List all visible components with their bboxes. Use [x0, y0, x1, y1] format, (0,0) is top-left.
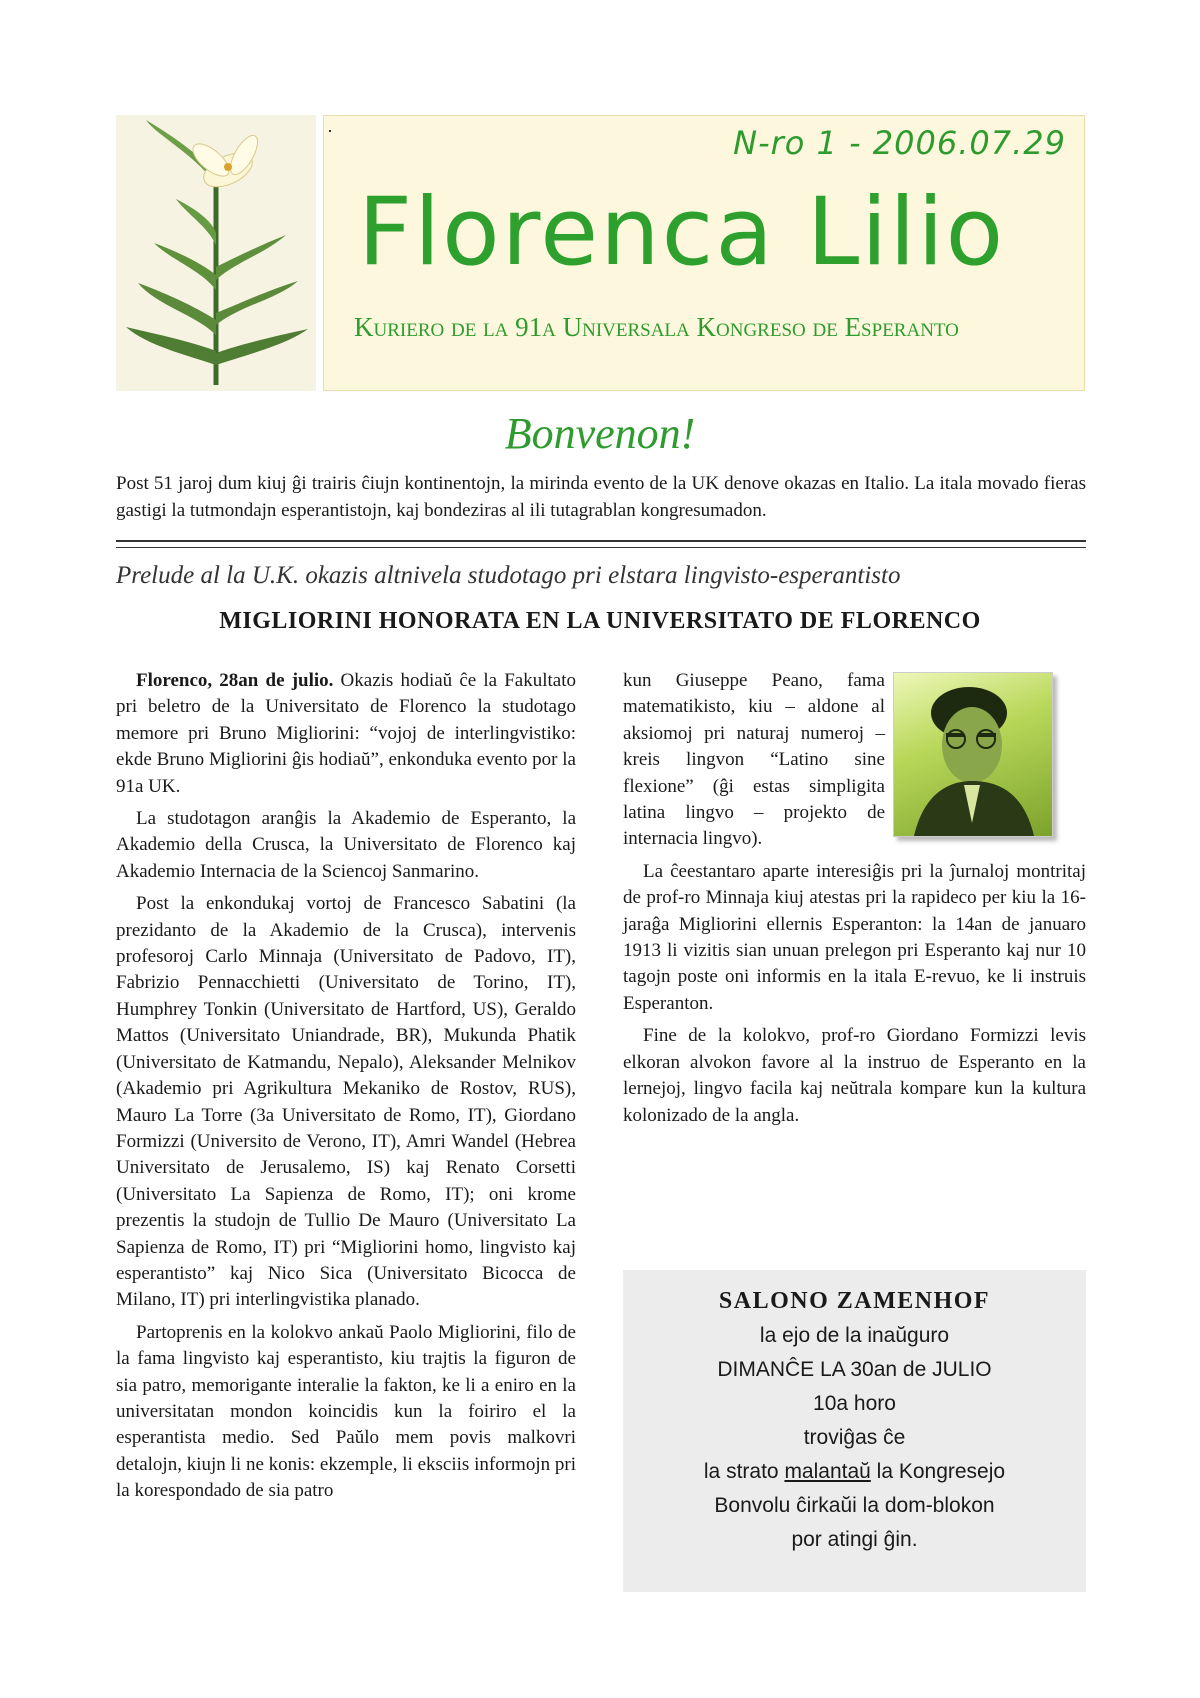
salon-underlined: malantaŭ	[784, 1460, 871, 1483]
newsletter-title: Florenca Lilio	[358, 178, 1006, 287]
paragraph: kun Giuseppe Peano, fama matematikisto, kiu – aldone al aksiomoj pri naturaj numeroj – kreis lingvon “Latino sine flexione” (ĝi estas simpligita latina lingvo – projekto de internacia lingvo).	[623, 670, 885, 850]
salon-line: la ejo de la inaŭguro	[759, 1324, 950, 1347]
masthead	[323, 115, 1085, 391]
salon-text: la strato	[703, 1460, 785, 1483]
migliorini-portrait	[893, 672, 1053, 837]
salon-line: DIMANĈE LA 30an de JULIO	[717, 1358, 992, 1381]
salon-line: Bonvolu ĉirkaŭi la dom-blokon	[714, 1494, 995, 1517]
salon-line: 10a horo	[813, 1392, 896, 1415]
paragraph-text: Okazis hodiaŭ ĉe la Fakultato pri beletro de la Universitato de Florenco la studotago memore pri Bruno Migliorini: “vojoj de interlingvistiko: ekde Bruno Migliorini ĝis hodiaŭ”, enkonduka evento por la 91a UK.	[116, 670, 576, 797]
salon-line: troviĝas ĉe	[803, 1426, 906, 1449]
salon-title: SALONO ZAMENHOF	[718, 1288, 991, 1314]
paragraph	[116, 668, 576, 800]
salon-notice	[623, 1270, 1086, 1592]
issue-number: N-ro 1 - 2006.07.29	[733, 124, 1066, 162]
decorative-dot	[329, 130, 331, 132]
newsletter-subtitle: Kuriero de la 91a Universala Kongreso de Esperanto	[354, 312, 959, 342]
lily-icon	[116, 115, 316, 391]
divider	[116, 547, 1086, 548]
paragraph: La ĉeestantaro aparte interesiĝis pri la ĵurnaloj montritaj de prof-ro Minnaja kiuj atestas pri la rapideco per kiu la 16-jaraĝa Migliorini ellernis Esperanton: la 14an de januaro 1913 li vizitis sian unuan prelegon pri Esperanto kaj nur 10 tagojn poste oni informis en la itala E-revuo, ke li instruis Esperanton.	[623, 860, 1086, 1014]
welcome-heading: Bonvenon!	[504, 409, 696, 458]
dateline: Florenco, 28an de julio.	[136, 670, 334, 691]
article-left-column	[116, 668, 576, 1511]
welcome-text: Post 51 jaroj dum kiuj ĝi trairis ĉiujn kontinentojn, la mirinda evento de la UK denove okazas en Italio. La itala movado fieras gastigi la tutmondajn esperantistojn, kaj bondeziras al ili tutagrablan kongresumadon.	[116, 473, 1086, 521]
portrait-icon	[894, 673, 1052, 836]
paragraph: Partoprenis en la kolokvo ankaŭ Paolo Migliorini, filo de la fama lingvisto kaj esperantisto, kiu trajtis la figuron de sia patro, memorigante interalie la fakton, ke li a eniro en la universitatan mondon koincidis kun la foiriro el la esperantista medio. Sed Paŭlo mem povis malkovri detalojn, kiujn li ne konis: ekzemple, li eksciis informojn pri la korespondado de sia patro	[116, 1321, 576, 1502]
article-prelude: Prelude al la U.K. okazis altnivela studotago pri elstara lingvisto-esperantisto	[116, 562, 901, 589]
salon-text: la Kongresejo	[870, 1460, 1006, 1483]
salon-line: por atingi ĝin.	[791, 1528, 918, 1551]
paragraph: Fine de la kolokvo, prof-ro Giordano Formizzi levis elkoran alvokon favore al la instruo de Esperanto en la lernejoj, lingvo facila kaj neŭtrala kompare kun la kultura kolonizado de la angla.	[623, 1025, 1086, 1126]
paragraph: La studotagon aranĝis la Akademio de Esperanto, la Akademio della Crusca, la Universitato de Florenco kaj Akademio Internacia de la Sciencoj Sanmarino.	[116, 808, 576, 882]
divider	[116, 540, 1086, 542]
paragraph: Post la enkondukaj vortoj de Francesco Sabatini (la prezidanto de la Akademio de la Crusca), intervenis profesoroj Carlo Minnaja (Universitato de Padovo, IT), Fabrizio Pennacchietti (Universitato de Torino, IT), Humphrey Tonkin (Universitato de Hartford, US), Geraldo Mattos (Universitato Uniandrade, BR), Mukunda Phatik (Universitato de Katmandu, Nepalo), Aleksander Melnikov (Akademio pri Agrikultura Mekaniko de Rostov, RUS), Mauro La Torre (3a Universitato de Romo, IT), Giordano Formizzi (Universito de Verono, IT), Amri Wandel (Hebrea Universitato de Jerusalemo, IS) kaj Renato Corsetti (Universitato La Sapienza de Romo, IT); oni krome prezentis la studojn de Tullio De Mauro (Universitato La Sapienza de Romo, IT) pri “Migliorini homo, lingvisto kaj esperantisto” kaj Nico Sica (Universitato Bicocca de Milano, IT) pri interlingvistika planado.	[116, 893, 576, 1311]
lily-illustration	[116, 115, 316, 391]
article-headline: MIGLIORINI HONORATA EN LA UNIVERSITATO DE FLORENCO	[219, 608, 981, 634]
salon-line	[623, 1459, 1086, 1485]
